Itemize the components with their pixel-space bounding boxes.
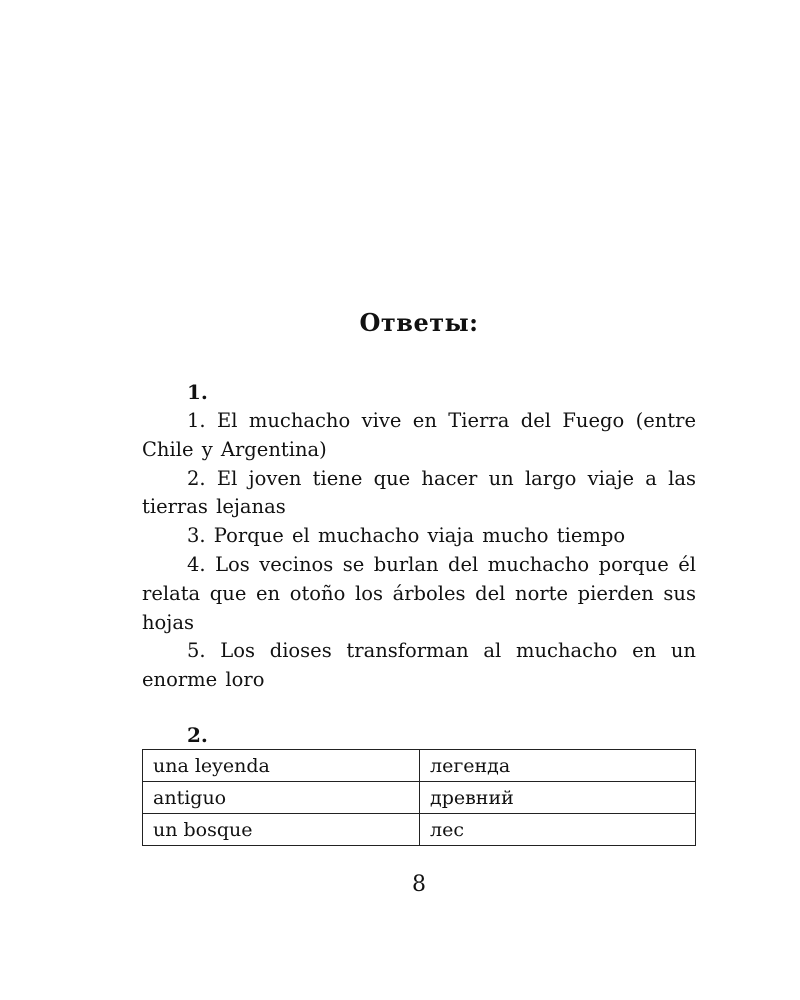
page-title: Ответы: [359, 308, 479, 337]
russian-translation: древний [420, 782, 696, 814]
answer-item: 4. Los vecinos se burlan del muchacho porque él relata que en otoño los árboles del norte pierden sus hojas [142, 552, 696, 634]
answers-list [142, 407, 696, 695]
answer-item: 5. Los dioses transforman al muchacho en un enorme loro [142, 639, 696, 692]
answer-item: 1. El muchacho vive en Tierra del Fuego (entre Chile y Argentina) [142, 409, 696, 461]
spanish-word: un bosque [143, 814, 420, 846]
spanish-word: antiguo [143, 782, 420, 814]
section-1-number: 1. [187, 380, 208, 404]
spanish-word: una leyenda [143, 750, 420, 782]
russian-translation: легенда [420, 750, 696, 782]
vocabulary-table [142, 749, 696, 846]
table-row [143, 782, 696, 814]
page-number: 8 [412, 872, 426, 897]
table-row [143, 750, 696, 782]
answer-item: 3. Porque el muchacho viaja mucho tiempo [187, 524, 626, 548]
russian-translation: лес [420, 814, 696, 846]
section-2-number: 2. [187, 723, 208, 747]
answer-item: 2. El joven tiene que hacer un largo viaje a las tierras lejanas [142, 466, 696, 519]
table-row [143, 814, 696, 846]
